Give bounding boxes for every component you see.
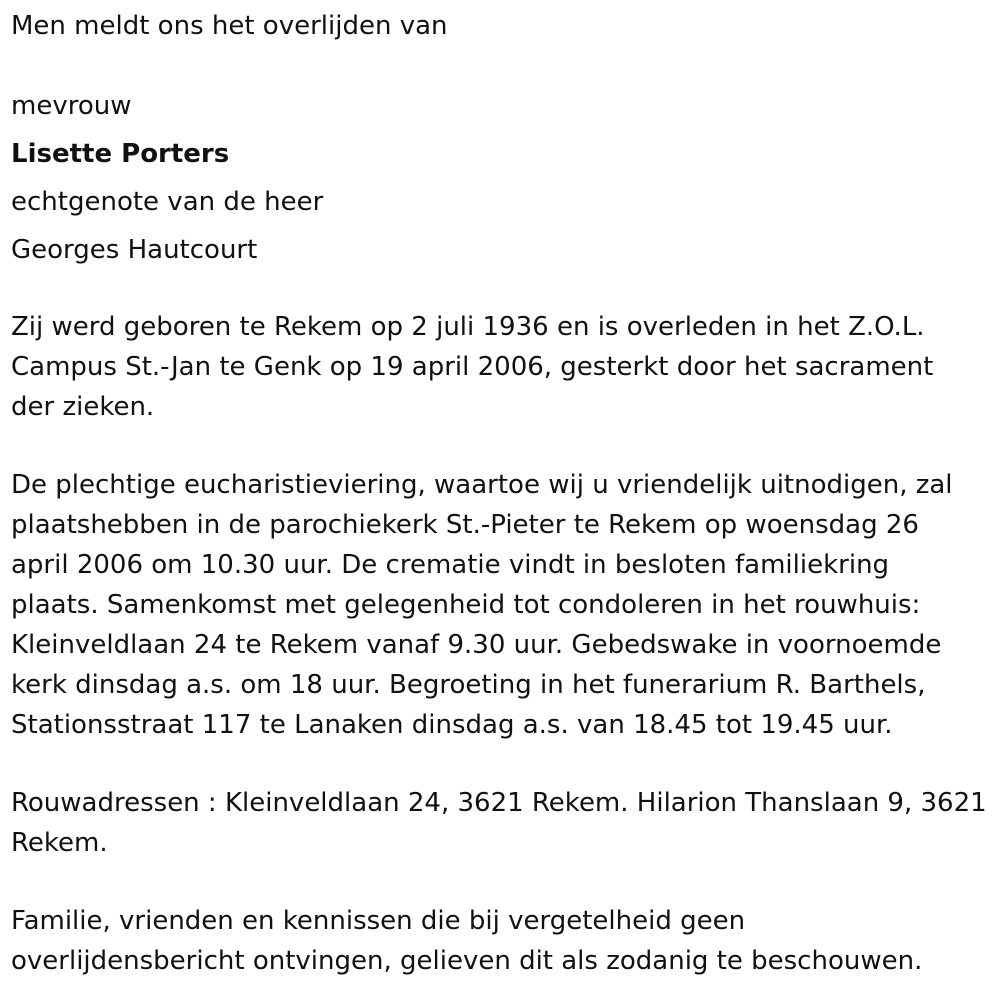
closing-paragraph <box>11 901 991 981</box>
deceased-name: Lisette Porters <box>11 139 230 169</box>
text-line: plaatshebben in de parochiekerk St.-Pieter te Rekem op woensdag 26 <box>11 510 919 540</box>
birth-paragraph <box>11 307 991 427</box>
spacer <box>11 50 991 82</box>
text-line: Rouwadressen : Kleinveldlaan 24, 3621 Rekem. Hilarion Thanslaan 9, 3621 <box>11 788 987 818</box>
text-line: Kleinveldlaan 24 te Rekem vanaf 9.30 uur. Gebedswake in voornoemde <box>11 630 942 660</box>
death-notice <box>11 0 991 981</box>
text-line: Familie, vrienden en kennissen die bij vergetelheid geen <box>11 906 746 936</box>
text-line: der zieken. <box>11 392 155 422</box>
intro-line: Men meldt ons het overlijden van <box>11 11 448 41</box>
text-line: kerk dinsdag a.s. om 18 uur. Begroeting in het funerarium R. Barthels, <box>11 670 926 700</box>
spouse-name: Georges Hautcourt <box>11 235 258 265</box>
relation-line: echtgenote van de heer <box>11 187 324 217</box>
text-line: Stationsstraat 117 te Lanaken dinsdag a.s. van 18.45 tot 19.45 uur. <box>11 710 893 740</box>
addresses-paragraph <box>11 783 991 863</box>
text-line: plaats. Samenkomst met gelegenheid tot condoleren in het rouwhuis: <box>11 590 921 620</box>
ceremony-paragraph <box>11 465 991 745</box>
text-line: april 2006 om 10.30 uur. De crematie vindt in besloten familiekring <box>11 550 890 580</box>
text-line: De plechtige eucharistieviering, waartoe wij u vriendelijk uitnodigen, zal <box>11 470 953 500</box>
text-line: Campus St.-Jan te Genk op 19 april 2006, gesterkt door het sacrament <box>11 352 934 382</box>
text-line: overlijdensbericht ontvingen, gelieven dit als zodanig te beschouwen. <box>11 946 923 976</box>
title-word: mevrouw <box>11 91 132 121</box>
text-line: Zij werd geboren te Rekem op 2 juli 1936 en is overleden in het Z.O.L. <box>11 312 925 342</box>
text-line: Rekem. <box>11 828 108 858</box>
